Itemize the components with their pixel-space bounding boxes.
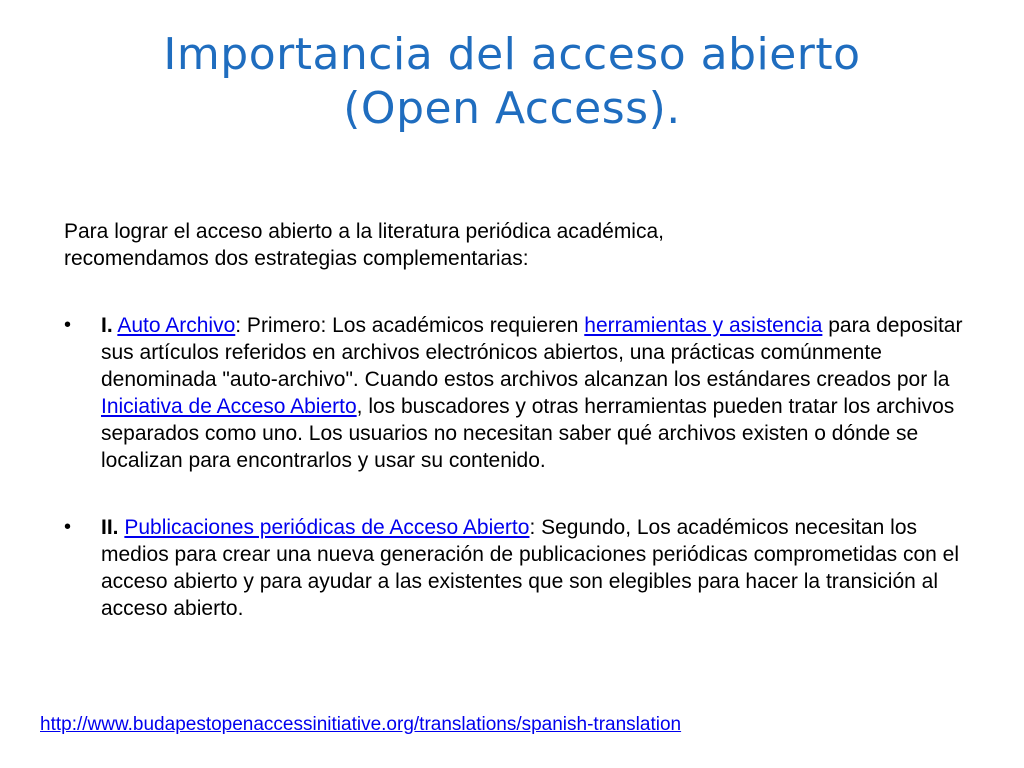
strategy-2-number: II. bbox=[101, 516, 119, 539]
source-url-link[interactable]: http://www.budapestopenaccessinitiative.org/translations/spanish-translation bbox=[40, 714, 682, 735]
intro-line-1: Para lograr el acceso abierto a la literatura periódica académica, bbox=[64, 220, 664, 243]
strategy-1-text-1: : Primero: Los académicos requieren bbox=[235, 314, 585, 337]
bullet-icon: • bbox=[64, 314, 72, 336]
strategy-1-text-2: para depositar sus artículos referidos en archivos electrónicos abiertos, una prácticas comúnmente denominada "auto-archivo". Cuando estos archivos alcanzan los estándares creados por la bbox=[101, 314, 963, 391]
publicaciones-acceso-abierto-link[interactable]: Publicaciones periódicas de Acceso Abierto bbox=[124, 516, 530, 539]
strategy-1-number: I. bbox=[101, 314, 113, 337]
slide-title bbox=[60, 28, 964, 136]
herramientas-asistencia-link[interactable]: herramientas y asistencia bbox=[584, 314, 823, 337]
auto-archivo-link[interactable]: Auto Archivo bbox=[117, 314, 236, 337]
bullet-icon: • bbox=[64, 516, 72, 538]
iniciativa-acceso-abierto-link[interactable]: Iniciativa de Acceso Abierto bbox=[101, 395, 357, 418]
strategy-2-text-1: : Segundo, Los académicos necesitan los medios para crear una nueva generación de publicaciones periódicas comprometidas con el acceso abierto y para ayudar a las existentes que son elegibles para hacer la transición al acceso abierto. bbox=[101, 516, 960, 620]
strategy-item-2 bbox=[64, 514, 964, 622]
slide-title-line-1: Importancia del acceso abierto bbox=[163, 29, 861, 80]
strategy-list bbox=[64, 312, 964, 622]
intro-paragraph bbox=[64, 218, 964, 272]
strategy-1-text-3: , los buscadores y otras herramientas pueden tratar los archivos separados como uno. Los usuarios no necesitan saber qué archivos existen o dónde se localizan para encontrarlos y usar su contenido. bbox=[101, 395, 955, 472]
intro-line-2: recomendamos dos estrategias complementarias: bbox=[64, 247, 529, 270]
slide-title-line-2: (Open Access). bbox=[343, 83, 681, 134]
strategy-item-1 bbox=[64, 312, 964, 474]
